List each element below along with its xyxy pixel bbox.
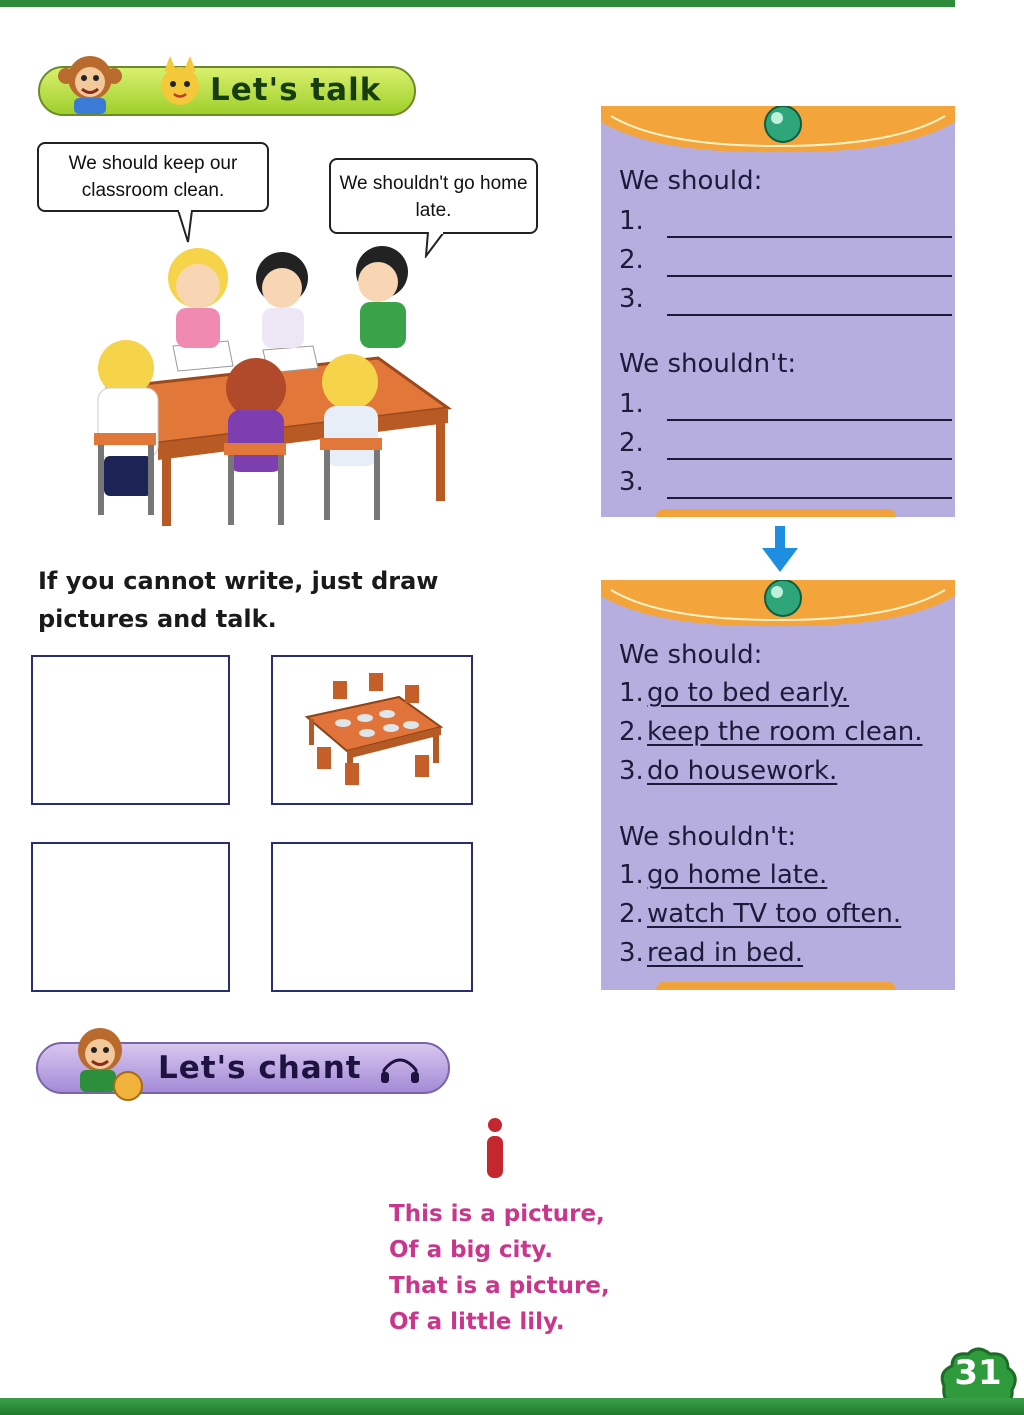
top-border xyxy=(0,0,955,7)
drawing-box-2[interactable] xyxy=(271,655,473,805)
table-chairs-illustration xyxy=(303,671,443,789)
panel-footer-decoration xyxy=(656,982,896,990)
line-number: 2. xyxy=(619,428,644,458)
line-number: 1. xyxy=(619,389,644,419)
shouldnt-line-2[interactable] xyxy=(619,428,647,462)
line-number: 1. xyxy=(619,206,644,236)
headphones-icon xyxy=(378,1054,422,1084)
panel-header-decoration xyxy=(601,580,955,630)
shouldnt-line-3[interactable] xyxy=(619,467,647,501)
should-answer-3: 3. do housework. xyxy=(619,756,838,786)
answer-text: read in bed. xyxy=(647,938,804,968)
drawing-box-4[interactable] xyxy=(271,842,473,992)
answer-text: do housework. xyxy=(647,756,838,786)
instruction-text: If you cannot write, just draw pictures and talk. xyxy=(38,567,439,633)
classroom-kids-illustration xyxy=(78,238,458,538)
panel-footer-decoration xyxy=(656,509,896,517)
shouldnt-answer-3: 3. read in bed. xyxy=(619,938,804,968)
drawing-box-1[interactable] xyxy=(31,655,230,805)
shouldnt-answer-2: 2. watch TV too often. xyxy=(619,899,902,929)
should-line-3[interactable] xyxy=(619,284,647,318)
should-answer-2: 2. keep the room clean. xyxy=(619,717,923,747)
answer-text: watch TV too often. xyxy=(647,899,902,929)
shouldnt-title: We shouldn't: xyxy=(619,822,797,852)
shouldnt-answer-1: 1. go home late. xyxy=(619,860,828,890)
drawing-box-3[interactable] xyxy=(31,842,230,992)
chant-line-4: Of a little lily. xyxy=(389,1309,565,1335)
speech-bubble-left: We should keep our classroom clean. xyxy=(37,142,269,212)
lets-talk-banner xyxy=(38,66,416,116)
mascots-icon xyxy=(42,42,202,114)
line-number: 3. xyxy=(619,284,644,314)
shouldnt-line-1[interactable] xyxy=(619,389,647,423)
should-line-2[interactable] xyxy=(619,245,647,279)
answer-text: go home late. xyxy=(647,860,828,890)
should-answer-1: 1. go to bed early. xyxy=(619,678,850,708)
panel-header-decoration xyxy=(601,106,955,156)
answer-text: go to bed early. xyxy=(647,678,850,708)
speech-bubble-right: We shouldn't go home late. xyxy=(329,158,538,234)
answer-text: keep the room clean. xyxy=(647,717,923,747)
down-arrow-icon xyxy=(758,526,802,574)
line-number: 2. xyxy=(619,245,644,275)
lets-chant-title: Let's chant xyxy=(158,1050,362,1086)
chant-line-2: Of a big city. xyxy=(389,1237,554,1263)
monkey-mascot xyxy=(44,1016,154,1106)
chant-line-3: That is a picture, xyxy=(389,1273,610,1299)
should-title: We should: xyxy=(619,166,763,196)
chant-line-1: This is a picture, xyxy=(389,1201,605,1227)
should-title: We should: xyxy=(619,640,763,670)
should-line-1[interactable] xyxy=(619,206,647,240)
page-number: 31 xyxy=(954,1353,1002,1393)
chant-lyrics xyxy=(389,1196,709,1340)
shouldnt-title: We shouldn't: xyxy=(619,349,797,379)
line-number: 3. xyxy=(619,467,644,497)
worksheet-panel-blank xyxy=(601,106,955,517)
lets-talk-title: Let's talk xyxy=(210,72,382,108)
worksheet-panel-filled xyxy=(601,580,955,990)
bottom-border xyxy=(0,1398,1024,1415)
lets-chant-banner xyxy=(36,1042,450,1094)
letter-i-icon xyxy=(484,1118,506,1180)
